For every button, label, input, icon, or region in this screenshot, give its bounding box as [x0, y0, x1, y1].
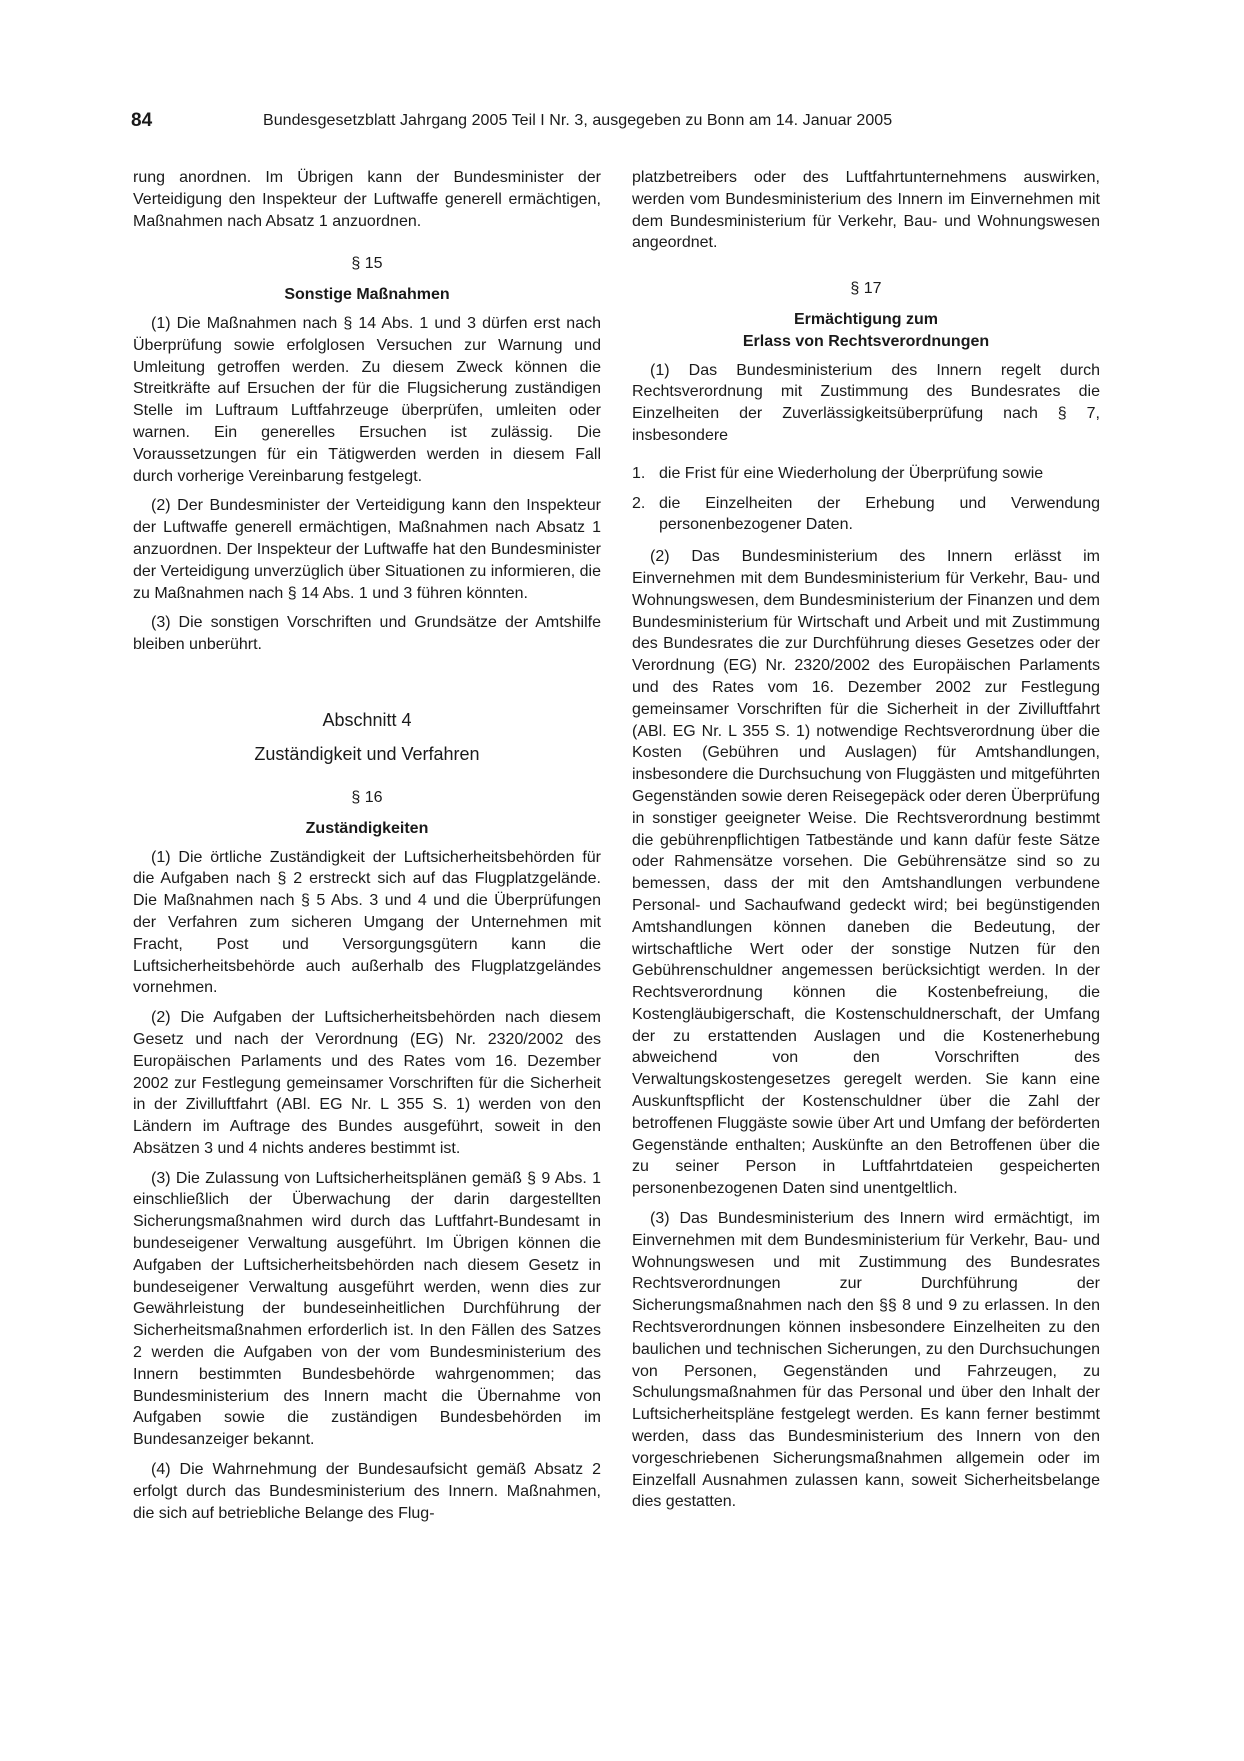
right-column [632, 167, 1100, 1521]
paragraph: (3) Das Bundesministerium des Innern wird ermächtigt, im Einvernehmen mit dem Bundesministerium für Verkehr, Bau- und Wohnungswesen und mit Zustimmung des Bundesrates Rechtsverordnungen zur Durchführung der Sicherungsmaßnahmen nach den §§ 8 und 9 zu erlassen. In den Rechtsverordnungen können insbesondere Einzelheiten zu den baulichen und technischen Sicherungen, zu den Durchsuchungen von Personen, Gegenständen und Fahrzeugen, zu Schulungsmaßnahmen für das Personal und über den Inhalt der Luftsicherheitspläne festgelegt werden. Es kann ferner bestimmt werden, dass das Bundesministerium des Innern von den vorgeschriebenen Sicherungsmaßnahmen allgemein oder im Einzelfall Ausnahmen zulassen kann, soweit Sicherheitsbelange dies gestatten. [632, 1210, 1100, 1511]
paragraph: (3) Die Zulassung von Luftsicherheitsplänen gemäß § 9 Abs. 1 einschließlich der Überwachung der darin dargestellten Sicherungsmaßnahmen wird durch das Luftfahrt-Bundesamt in bundeseigener Verwaltung ausgeführt. Im Übrigen können die Aufgaben der Luftsicherheitsbehörden nach diesem Gesetz in bundeseigener Verwaltung ausgeführt werden, wenn dies zur Gewährleistung der bundeseinheitlichen Durchführung der Sicherheitsmaßnahmen erforderlich ist. In den Fällen des Satzes 2 werden die Aufgaben von der vom Bundesministerium des Innern bestimmten Bundesbehörde wahrgenommen; das Bundesministerium des Innern macht die Übernahme von Aufgaben sowie die zuständigen Bundesbehörden im Bundesanzeiger bekannt. [133, 1169, 601, 1449]
section-title-15: Sonstige Maßnahmen [284, 286, 450, 304]
paragraph-continued: rung anordnen. Im Übrigen kann der Bundesminister der Verteidigung den Inspekteur der Luftwaffe generell ermächtigen, Maßnahmen nach Absatz 1 anzuordnen. [133, 169, 601, 230]
paragraph: (2) Die Aufgaben der Luftsicherheitsbehörden nach diesem Gesetz und nach der Verordnung (EG) Nr. 2320/2002 des Europäischen Parlaments und des Rates vom 16. Dezember 2002 zur Festlegung gemeinsamer Vorschriften für die Sicherheit in der Zivilluftfahrt (ABl. EG Nr. L 355 S. 1) werden von den Ländern im Auftrage des Bundes ausgeführt, soweit in den Absätzen 3 und 4 nichts anderes bestimmt ist. [133, 1009, 601, 1157]
paragraph: (3) Die sonstigen Vorschriften und Grundsätze der Amtshilfe bleiben unberührt. [133, 614, 601, 654]
chapter-title: Zuständigkeit und Verfahren [254, 743, 480, 764]
list-item-text: die Frist für eine Wiederholung der Überprüfung sowie [659, 464, 1044, 482]
paragraph: (1) Die Maßnahmen nach § 14 Abs. 1 und 3 dürfen erst nach Überprüfung sowie erfolglosen Versuchen zur Warnung und Umleitung getroffen werden. Zu diesem Zweck können die Streitkräfte auf Ersuchen der für die Flugsicherung zuständigen Stelle im Luftraum Luftfahrzeuge überprüfen, umleiten oder warnen. Ein generelles Ersuchen ist zulässig. Die Voraussetzungen für ein Tätigwerden werden in diesem Fall durch vorherige Vereinbarung festgelegt. [133, 314, 601, 485]
list-item [632, 463, 1100, 485]
paragraph: (2) Der Bundesminister der Verteidigung kann den Inspekteur der Luftwaffe generell ermächtigen, Maßnahmen nach Absatz 1 anzuordnen. Der Inspekteur der Luftwaffe hat den Bundesminister der Verteidigung unverzüglich über Situationen zu informieren, die zu Maßnahmen nach § 14 Abs. 1 und 3 führen könnten. [133, 497, 601, 602]
list-item-text: die Einzelheiten der Erhebung und Verwendung personenbezogener Daten. [659, 494, 1100, 534]
chapter-label: Abschnitt 4 [322, 709, 412, 730]
list-item-number: 2. [632, 494, 646, 512]
section-title-17-line2: Erlass von Rechtsverordnungen [742, 332, 990, 350]
paragraph: (2) Das Bundesministerium des Innern erlässt im Einvernehmen mit dem Bundesministerium für Verkehr, Bau- und Wohnungswesen, dem Bundesministerium der Finanzen und dem Bundesministerium für Wirtschaft und Arbeit und mit Zustimmung des Bundesrates die zur Durchführung dieses Gesetzes oder der Verordnung (EG) Nr. 2320/2002 des Europäischen Parlaments und des Rates vom 16. Dezember 2002 zur Festlegung gemeinsamer Vorschriften für die Sicherheit in der Zivilluftfahrt (ABl. EG Nr. L 355 S. 1) notwendige Rechtsverordnung über die Kosten (Gebühren und Auslagen) für Amtshandlungen, insbesondere die Durchsuchung von Fluggästen und mitgeführten Gegenständen sowie deren Reisegepäck oder deren Überprüfung in sonstiger geeigneter Weise. Die Rechtsverordnung bestimmt die gebührenpflichtigen Tatbestände und kann dafür feste Sätze oder Rahmensätze vorsehen. Die Gebührensätze sind so zu bemessen, dass der mit den Amtshandlungen verbundene Personal- und Sachaufwand gedeckt wird; bei begünstigenden Amtshandlungen können daneben die Bedeutung, der wirtschaftliche Wert oder der sonstige Nutzen für den Gebührenschuldner angemessen berücksichtigt werden. In der Rechtsverordnung können die Kostenbefreiung, die Kostengläubigerschaft, die Kostenschuldnerschaft, der Umfang der zu erstattenden Auslagen und die Kostenerhebung abweichend von den Vorschriften des Verwaltungskostengesetzes geregelt werden. Sie kann eine Auskunftspflicht der Kostenschuldner über die Zahl der betroffenen Fluggäste sowie über Art und Umfang der beförderten Gegenstände enthalten; Auskünfte an den Betroffenen über die zu seiner Person in Luftfahrtdateien gespeicherten personenbezogenen Daten sind unentgeltlich. [632, 548, 1100, 1198]
list-item [632, 493, 1100, 537]
numbered-list [632, 463, 1100, 536]
paragraph: (4) Die Wahrnehmung der Bundesaufsicht gemäß Absatz 2 erfolgt durch das Bundesministerium des Innern. Maßnahmen, die sich auf betriebliche Belange des Flug- [133, 1461, 601, 1522]
paragraph: (1) Das Bundesministerium des Innern regelt durch Rechtsverordnung mit Zustimmung des Bundesrates die Einzelheiten der Zuverlässigkeitsüberprüfung nach § 7, insbesondere [632, 361, 1100, 444]
left-column [133, 167, 601, 1532]
section-title-16: Zuständigkeiten [305, 819, 429, 837]
paragraph-continued: platzbetreibers oder des Luftfahrtunternehmens auswirken, werden vom Bundesministerium des Innern im Einvernehmen mit dem Bundesministerium für Verkehr, Bau- und Wohnungswesen angeordnet. [632, 169, 1100, 252]
section-number-16: § 16 [351, 788, 383, 806]
section-title-17-line1: Ermächtigung zum [793, 310, 938, 328]
section-number-15: § 15 [351, 255, 383, 273]
section-number-17: § 17 [850, 280, 882, 298]
list-item-number: 1. [632, 464, 646, 482]
page-header [131, 110, 1131, 136]
paragraph: (1) Die örtliche Zuständigkeit der Luftsicherheitsbehörden für die Aufgaben nach § 2 erstreckt sich auf das Flugplatzgelände. Die Maßnahmen nach § 5 Abs. 3 und 4 und die Überprüfungen der Verfahren zum sicheren Umgang der Unternehmen mit Fracht, Post und Versorgungsgütern kann die Luftsicherheitsbehörde auch außerhalb des Flugplatzgeländes vornehmen. [133, 848, 601, 997]
page-number: 84 [131, 110, 153, 131]
running-title: Bundesgesetzblatt Jahrgang 2005 Teil I Nr. 3, ausgegeben zu Bonn am 14. Januar 2005 [263, 112, 893, 129]
